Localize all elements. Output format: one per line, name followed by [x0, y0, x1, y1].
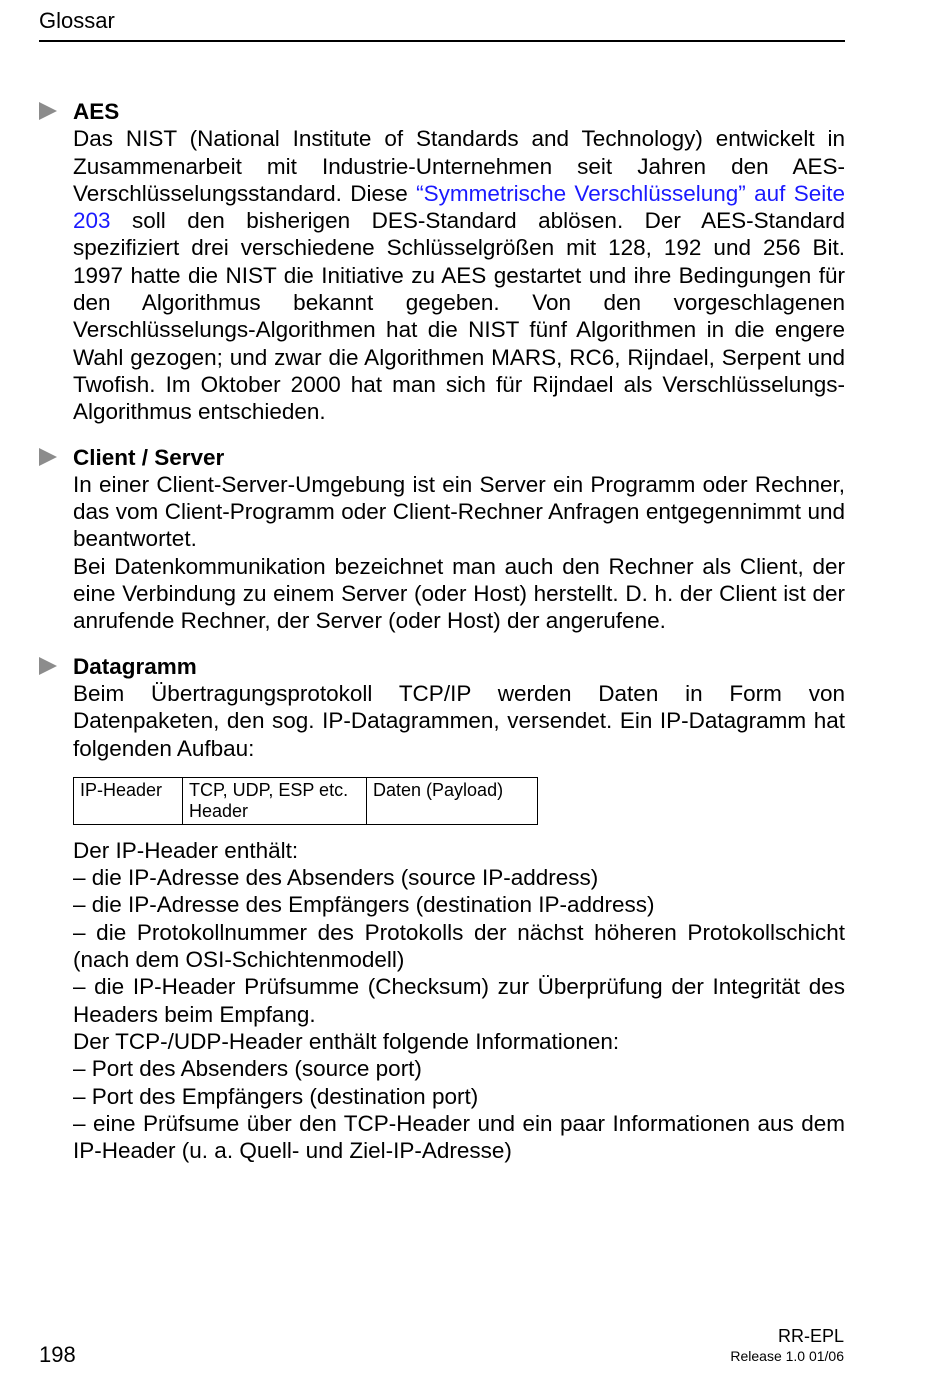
list-item: – die IP-Header Prüfsumme (Checksum) zur Überprüfung der Integrität des Headers beim Empfang. — [73, 974, 845, 1027]
list-item: – die Protokollnummer des Protokolls der nächst höheren Protokollschicht (nach dem OSI-Schichtenmodell) — [73, 919, 845, 973]
footer-release: Release 1.0 01/06 — [730, 1348, 844, 1364]
list-item: – Port des Absenders (source port) — [73, 1056, 422, 1082]
entry-paragraph: In einer Client-Server-Umgebung ist ein Server ein Programm oder Rechner, das vom Client-Programm oder Client-Rechner Anfragen entgegennimmt und beantwortet. — [73, 471, 845, 552]
running-header: Glossar — [39, 8, 115, 33]
entry-term: Datagramm — [73, 653, 197, 679]
datagram-structure-table — [73, 777, 538, 825]
list-item: – die IP-Adresse des Absenders (source IP-address) — [73, 865, 599, 891]
list-item: – eine Prüfsume über den TCP-Header und ein paar Informationen aus dem IP-Header (u. a. Quell- und Ziel-IP-Adresse) — [73, 1110, 845, 1164]
table-cell-payload: Daten (Payload) — [367, 777, 538, 824]
page-number: 198 — [39, 1342, 76, 1367]
glossary-entry-client-server — [39, 444, 845, 635]
entry-paragraph: Beim Übertragungsprotokoll TCP/IP werden Daten in Form von Datenpaketen, den sog. IP-Datagrammen, versendet. Ein IP-Datagramm hat folgenden Aufbau: — [73, 680, 845, 761]
entry-paragraph: Bei Datenkommunikation bezeichnet man auch den Rechner als Client, der eine Verbindung zu einem Server (oder Host) herstellt. D. h. der Client ist der anrufende Rechner, der Server (oder Host) der angerufene. — [73, 553, 845, 634]
triangle-bullet-icon — [39, 448, 57, 466]
glossary-entry-aes — [39, 98, 845, 426]
ip-header-list — [73, 837, 845, 1165]
table-row — [74, 777, 538, 824]
triangle-bullet-icon — [39, 657, 57, 675]
footer-document-id: RR-EPL — [777, 1326, 844, 1346]
list-heading: Der IP-Header enthält: — [73, 837, 299, 863]
description-text: Das NIST (National Institute of Standards and Technology) entwickelt in Zusammenarbeit mit Industrie-Unternehmen seit Jahren den AES-Verschlüsselungsstandard. Diese — [73, 126, 845, 206]
entry-term: Client / Server — [73, 444, 225, 470]
description-text: soll den bisherigen DES-Standard ablösen. Der AES-Standard spezifiziert drei verschiedene Schlüsselgrößen mit 128, 192 und 256 Bit. 1997 hatte die NIST die Initiative zu AES gestartet und ihre Bedingungen für den Algorithmus bekannt gegeben. Von den vorgeschlagenen Verschlüsselungs-Algorithmen hat die NIST fünf Algorithmen in die engere Wahl gezogen; und zwar die Algorithmen MARS, RC6, Rijndael, Serpent und Twofish. Im Oktober 2000 hat man sich für Rijndael als Verschlüsselungs-Algorithmus entschieden. — [73, 208, 845, 425]
list-item: – die IP-Adresse des Empfängers (destination IP-address) — [73, 892, 655, 918]
list-heading: Der TCP-/UDP-Header enthält folgende Informationen: — [73, 1028, 620, 1054]
cross-reference-link[interactable]: “Symmetrische Verschlüsselung” auf Seite 203 — [73, 180, 845, 234]
table-cell-ip-header: IP-Header — [74, 777, 183, 824]
list-item: – Port des Empfängers (destination port) — [73, 1083, 479, 1109]
entry-description — [73, 125, 845, 425]
entry-term: AES — [73, 99, 120, 124]
glossary-content — [39, 98, 845, 1182]
triangle-bullet-icon — [39, 102, 57, 120]
glossary-entry-datagramm — [39, 653, 845, 1165]
header-rule — [39, 40, 845, 42]
table-cell-transport-header: TCP, UDP, ESP etc. Header — [183, 777, 367, 824]
